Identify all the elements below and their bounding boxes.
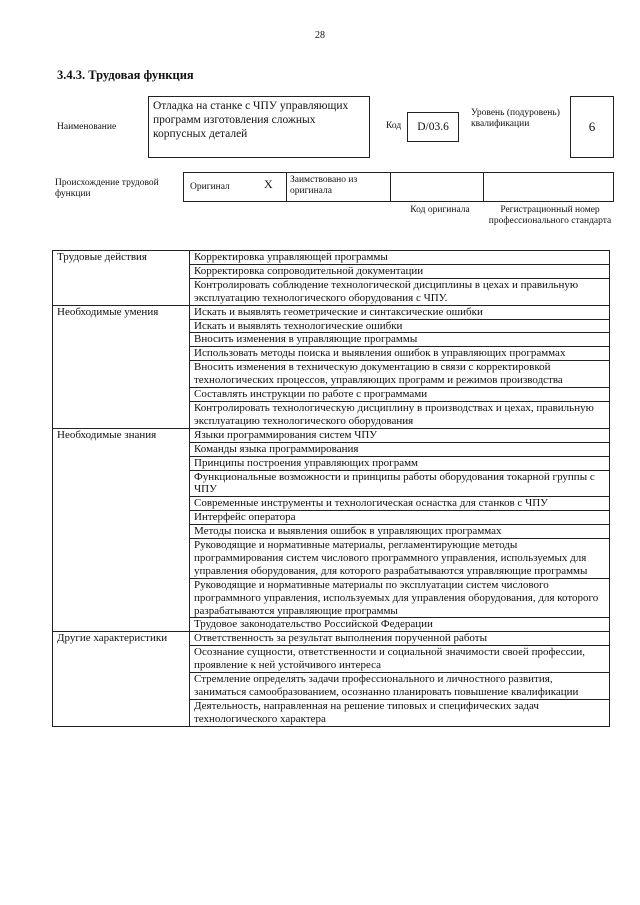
item-cell: Корректировка сопроводительной документации — [190, 264, 610, 278]
item-cell: Стремление определять задачи профессионального и личностного развития, заниматься самообразованием, осознанно планировать повышение квалификации — [190, 673, 610, 700]
item-cell: Вносить изменения в техническую документацию в связи с корректировкой технологических процессов, управляющих программ и режимов производства — [190, 361, 610, 388]
name-label: Наименование — [57, 122, 117, 132]
item-cell: Интерфейс оператора — [190, 511, 610, 525]
qualification-level-box — [570, 96, 614, 158]
table-row — [53, 305, 610, 319]
table-row — [53, 251, 610, 265]
section-title: 3.4.3. Трудовая функция — [57, 68, 194, 82]
item-cell: Языки программирования систем ЧПУ — [190, 428, 610, 442]
original-label: Оригинал — [190, 182, 230, 192]
borrowed-cell — [287, 173, 391, 201]
code-original-cell — [391, 173, 484, 201]
function-name-box — [148, 96, 370, 158]
item-cell: Осознание сущности, ответственности и социальной значимости своей профессии, проявление к ней устойчивого интереса — [190, 646, 610, 673]
item-cell: Методы поиска и выявления ошибок в управляющих программах — [190, 525, 610, 539]
item-cell: Руководящие и нормативные материалы по эксплуатации систем числового программного управления, используемых для управления оборудования, для которого разрабатываются управляющие программы — [190, 578, 610, 618]
origin-label: Происхождение трудовой функции — [55, 178, 159, 199]
qualification-level-label: Уровень (подуровень) квалификации — [471, 108, 560, 129]
original-cell — [184, 173, 287, 201]
item-cell: Составлять инструкции по работе с программами — [190, 388, 610, 402]
category-cell: Необходимые знания — [53, 428, 190, 632]
item-cell: Команды языка программирования — [190, 442, 610, 456]
category-cell: Трудовые действия — [53, 251, 190, 306]
origin-row — [183, 172, 614, 202]
table-row — [53, 632, 610, 646]
item-cell: Корректировка управляющей программы — [190, 251, 610, 265]
item-cell: Деятельность, направленная на решение типовых и специфических задач технологического характера — [190, 699, 610, 726]
qualification-level-value: 6 — [588, 119, 596, 134]
borrowed-label: Заимствовано из оригинала — [290, 175, 358, 196]
original-mark: X — [264, 177, 273, 191]
item-cell: Использовать методы поиска и выявления ошибок в управляющих программах — [190, 347, 610, 361]
code-value: D/03.6 — [417, 121, 449, 133]
item-cell: Принципы построения управляющих программ — [190, 456, 610, 470]
item-cell: Искать и выявлять технологические ошибки — [190, 319, 610, 333]
category-cell: Другие характеристики — [53, 632, 190, 726]
table-row — [53, 428, 610, 442]
item-cell: Руководящие и нормативные материалы, регламентирующие методы программирования систем числового программного управления, используемых для управления оборудования, для которого разрабатываются управляющие программы — [190, 539, 610, 579]
category-cell: Необходимые умения — [53, 305, 190, 428]
function-name-value: Отладка на станке с ЧПУ управляющих программ изготовления сложных корпусных деталей — [153, 100, 349, 140]
function-details-table — [52, 250, 610, 727]
reg-number-caption: Регистрационный номер профессионального стандарта — [488, 205, 612, 226]
item-cell: Функциональные возможности и принципы работы оборудования токарной группы с ЧПУ — [190, 470, 610, 497]
code-label: Код — [386, 121, 402, 131]
code-box — [407, 112, 459, 142]
item-cell: Вносить изменения в управляющие программы — [190, 333, 610, 347]
item-cell: Контролировать соблюдение технологической дисциплины в цехах и правильную эксплуатацию технологического оборудования с ЧПУ. — [190, 278, 610, 305]
item-cell: Современные инструменты и технологическая оснастка для станков с ЧПУ — [190, 497, 610, 511]
item-cell: Трудовое законодательство Российской Федерации — [190, 618, 610, 632]
reg-number-cell — [484, 173, 613, 201]
page-number: 28 — [315, 30, 325, 41]
item-cell: Контролировать технологическую дисциплину в производствах и цехах, правильную эксплуатацию технологического оборудования — [190, 401, 610, 428]
item-cell: Ответственность за результат выполнения порученной работы — [190, 632, 610, 646]
code-original-caption: Код оригинала — [410, 205, 470, 215]
item-cell: Искать и выявлять геометрические и синтаксические ошибки — [190, 305, 610, 319]
